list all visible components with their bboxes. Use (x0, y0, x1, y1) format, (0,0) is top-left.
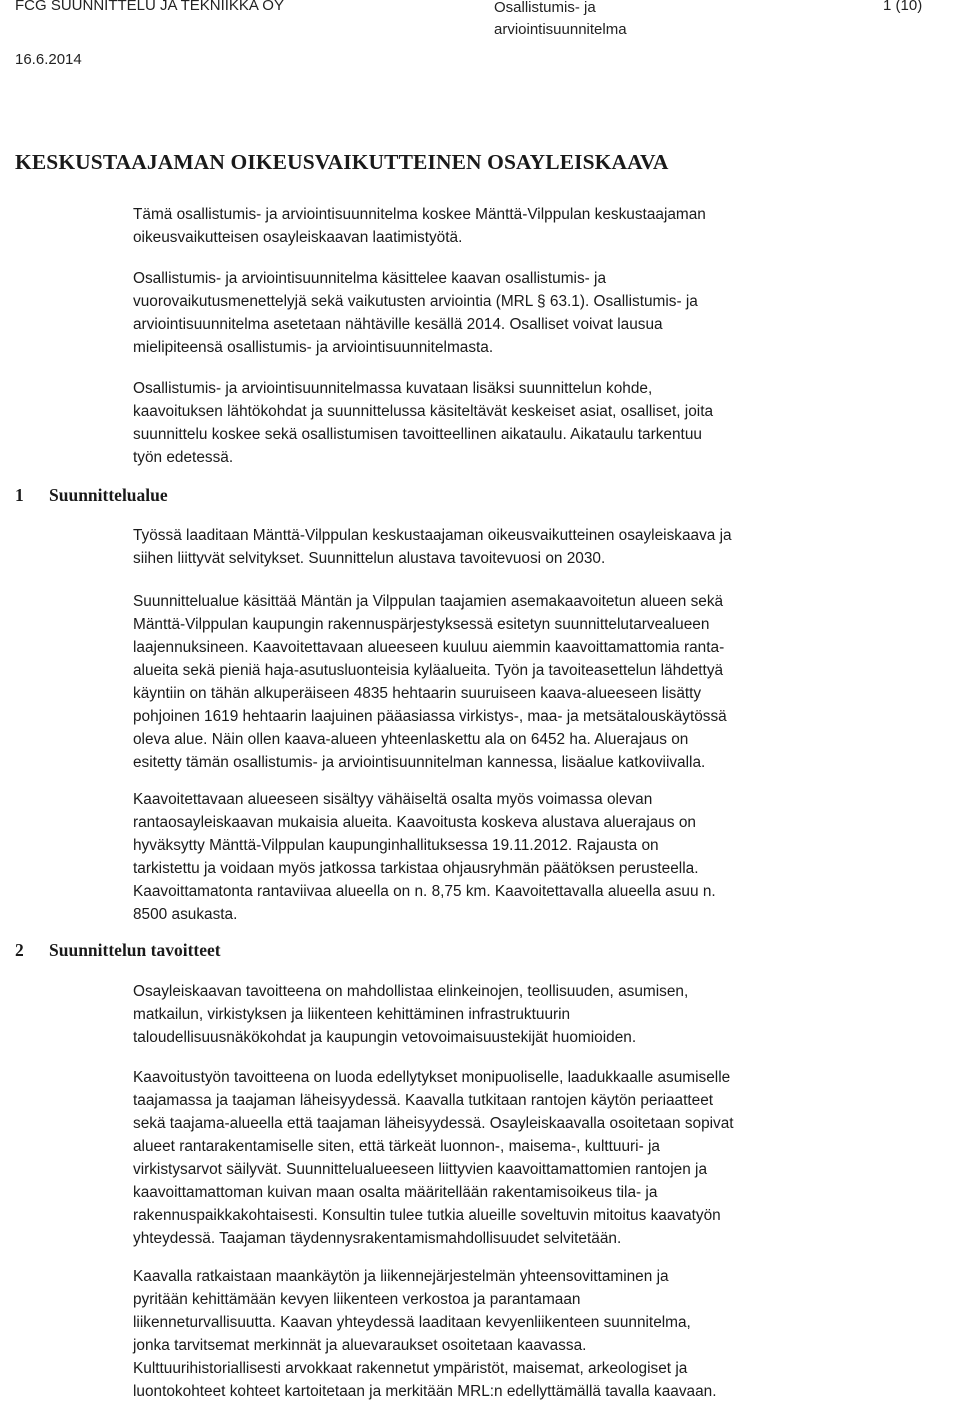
participation-paragraph: Osallistumis- ja arviointisuunnitelma käsittelee kaavan osallistumis- ja vuorovaikutusmenettelyjä sekä vaikutusten arviointia (MRL § 63.1). Osallistumis- ja arviointisuunnitelma asetetaan nähtäville kesällä 2014. Osalliset voivat lausua mielipiteensä osallistumis- ja arviointisuunnitelmasta. (133, 270, 698, 356)
section-number: 1 (15, 485, 24, 505)
goals-paragraph: Osayleiskaavan tavoitteena on mahdollistaa elinkeinojen, teollisuuden, asumisen, matkailun, virkistyksen ja liikenteen kehittäminen infrastruktuurin taloudellisuusnäkökohdat ja kaupungin vetovoimaisuustekijät huomioiden. (133, 983, 689, 1046)
housing-goals-paragraph: Kaavoitustyön tavoitteena on luoda edellytykset monipuoliselle, laadukkaalle asumiselle taajamassa ja taajaman läheisyydessä. Kaavalla tutkitaan rantojen käytön periaatteet sekä taajama-alueella että taajaman läheisyydessä. Osayleiskaavalla osoitetaan sopivat alueet rantarakentamiselle siten, että tärkeät luonnon-, maisema-, kulttuuri- ja virkistysarvot säilyvät. Suunnittelualueeseen liittyvien kaavoittamattomien rantojen ja kaavoittamattoman kuivan maan osalta määritellään rakentamisoikeus tila- ja rakennuspaikkakohtaisesti. Konsultin tulee tutkia alueille soveltuvin mitoitus kaavatyön yhteydessä. Taajaman täydennysrakentamismahdollisuudet selvitetään. (133, 1069, 734, 1247)
page-number: 1 (10) (883, 0, 923, 14)
content-paragraph: Osallistumis- ja arviointisuunnitelmassa kuvataan lisäksi suunnittelun kohde, kaavoituksen lähtökohdat ja suunnittelussa käsiteltävät keskeiset asiat, osalliset, joita suunnittelu koskee sekä osallistumisen tavoitteellinen aikataulu. Aikataulu tarkentuu työn edetessä. (133, 380, 714, 466)
area-details-paragraph: Kaavoitettavaan alueeseen sisältyy vähäiseltä osalta myös voimassa olevan rantaosayleiskaavan mukaisia alueita. Kaavoitusta koskeva alustava aluerajaus on hyväksytty Mänttä-Vilppulan kaupunginhallituksessa 19.11.2012. Rajausta on tarkistettu ja voidaan myös jatkossa tarkistaa ohjausryhmän päätöksen perusteella. Kaavoittamatonta rantaviivaa alueella on n. 8,75 km. Kaavoitettavalla alueella asuu n. 8500 asukasta. (133, 791, 716, 923)
document-type: Osallistumis- ja arviointisuunnitelma (494, 0, 627, 38)
section-number: 2 (15, 940, 24, 960)
area-extent-paragraph: Suunnittelualue käsittää Mäntän ja Vilppulan taajamien asemakaavoitetun alueen sekä Mänttä-Vilppulan kaupungin rakennuspärjestyksessä esitetyn suunnittelutarvealueen laajennuksineen. Kaavoitettavaan alueeseen kuuluu aiemmin kaavoittamattomia ranta- alueita sekä pieniä haja-asutusluonteisia kyläalueita. Työn ja tavoiteasettelun lähdettyä käyntiin on tähän alkuperäiseen 4835 hehtaarin suuruiseen kaava-alueeseen lisätty pohjoinen 1619 hehtaarin laajuinen pääasiassa virkistys-, maa- ja metsätalouskäytössä oleva alue. Näin ollen kaava-alueen yhteenlaskettu ala on 6452 ha. Aluerajaus on esitetty tämän osallistumis- ja arviointisuunnitelman kannessa, lisäalue katkoviivalla. (133, 593, 727, 771)
planning-area-paragraph: Työssä laaditaan Mänttä-Vilppulan keskustaajaman oikeusvaikutteinen osayleiskaava ja siihen liittyvät selvitykset. Suunnittelun alustava tavoitevuosi on 2030. (133, 527, 732, 567)
document-date: 16.6.2014 (15, 51, 82, 68)
section-heading-1 (15, 485, 168, 506)
traffic-goals-paragraph: Kaavalla ratkaistaan maankäytön ja liikennejärjestelmän yhteensovittaminen ja pyritään kehittämään kevyen liikenteen verkostoa ja parantamaan liikenneturvallisuutta. Kaavan yhteydessä laaditaan kevyenliikenteen suunnitelma, jonka tarvitsemat merkinnät ja aluevaraukset osoitetaan kaavassa. Kulttuurihistoriallisesti arvokkaat rakennetut ympäristöt, maisemat, arkeologiset ja luontokohteet kohteet kartoitetaan ja merkitään MRL:n edellyttämällä tavalla kaavaan. (133, 1268, 717, 1400)
section-title: Suunnittelualue (49, 485, 168, 505)
company-name: FCG SUUNNITTELU JA TEKNIIKKA OY (15, 0, 284, 14)
page-title: KESKUSTAAJAMAN OIKEUSVAIKUTTEINEN OSAYLEISKAAVA (15, 150, 669, 174)
intro-paragraph: Tämä osallistumis- ja arviointisuunnitelma koskee Mänttä-Vilppulan keskustaajaman oikeusvaikutteisen osayleiskaavan laatimistyötä. (133, 206, 706, 246)
section-heading-2 (15, 940, 221, 961)
section-title: Suunnittelun tavoitteet (49, 940, 221, 960)
